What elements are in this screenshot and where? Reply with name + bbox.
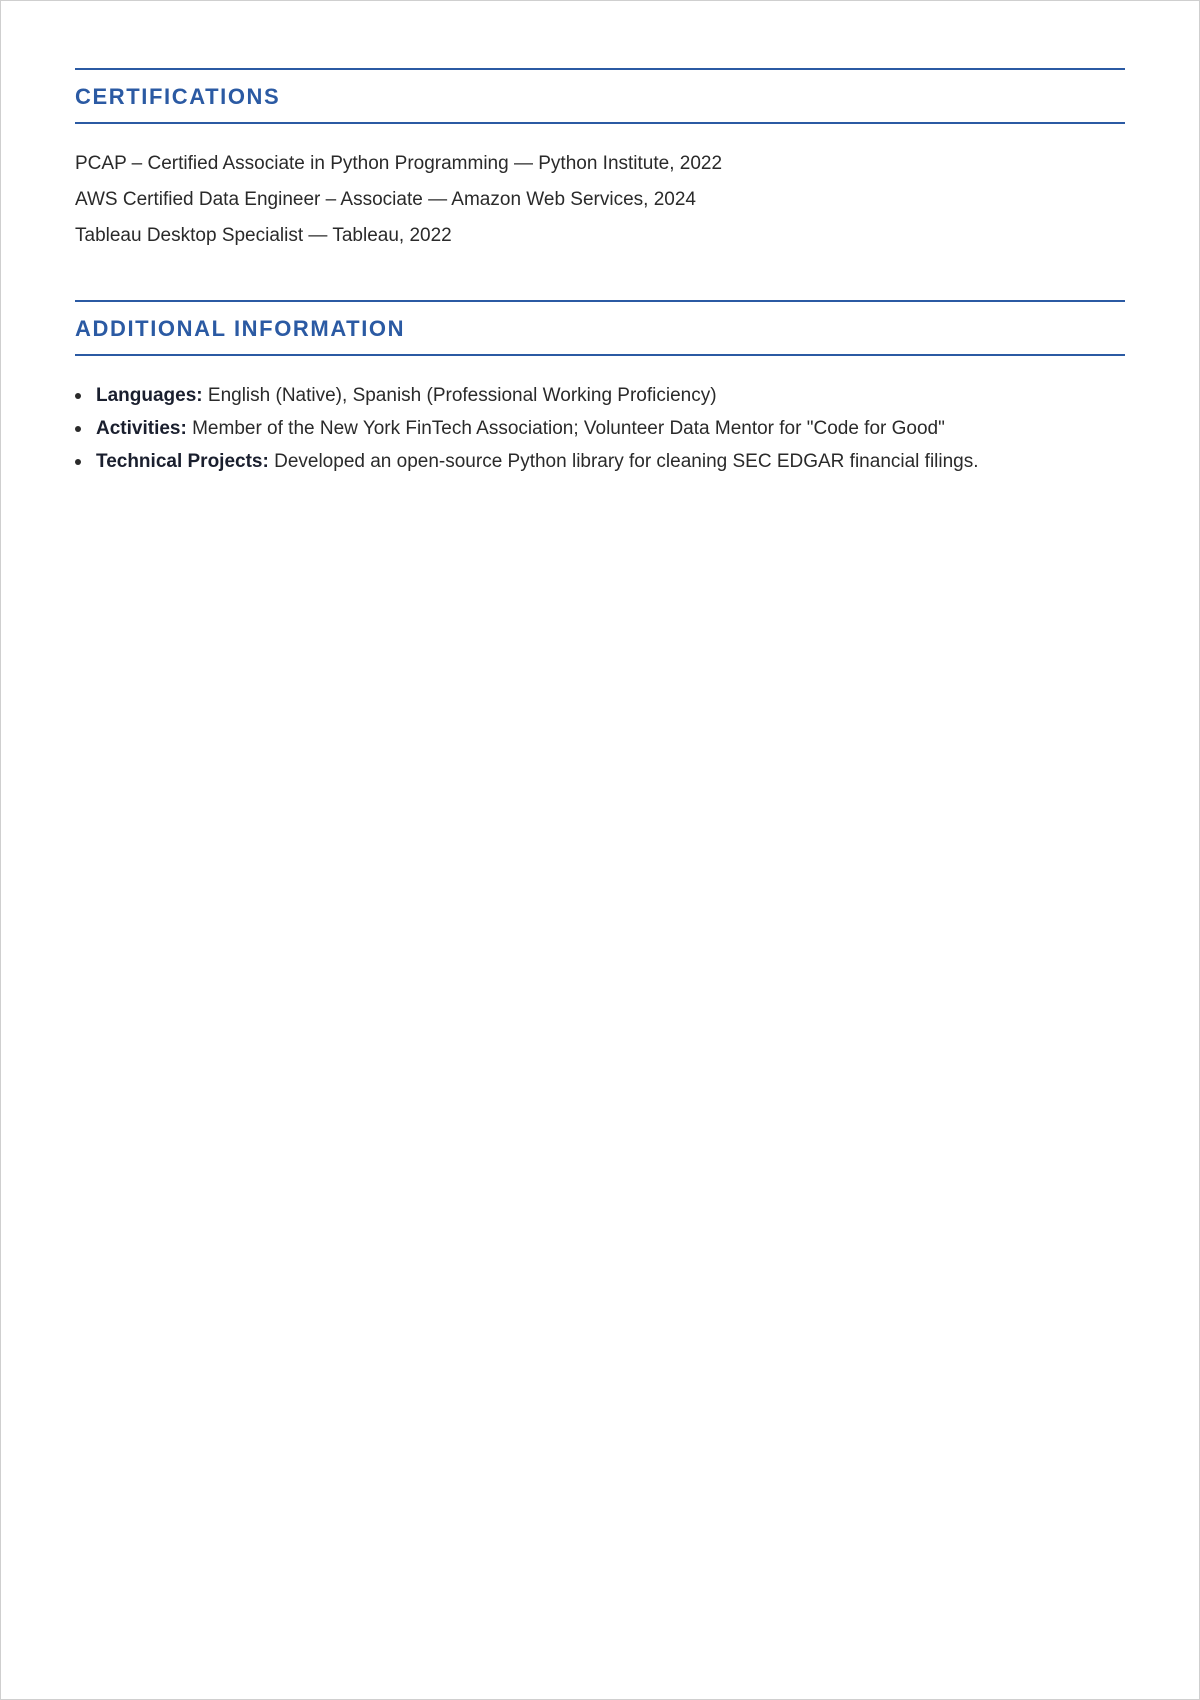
info-text: Member of the New York FinTech Association; Volunteer Data Mentor for "Code for Good": [186, 418, 945, 439]
additional-information-title: ADDITIONAL INFORMATION: [75, 316, 406, 341]
certification-item: PCAP – Certified Associate in Python Programming — Python Institute, 2022: [75, 153, 723, 174]
certifications-list: [75, 124, 1125, 254]
bullet-icon: [75, 459, 81, 465]
certification-item: Tableau Desktop Specialist — Tableau, 2022: [75, 225, 452, 246]
bullet-icon: [75, 426, 81, 432]
additional-information-header: [75, 300, 1125, 356]
bullet-icon: [75, 393, 81, 399]
certifications-section: [75, 68, 1125, 254]
page-content: [75, 68, 1125, 478]
additional-information-list: [75, 356, 1125, 478]
info-text: Developed an open-source Python library for cleaning SEC EDGAR financial filings.: [268, 451, 979, 472]
info-item-languages: [75, 379, 1125, 412]
certifications-title: CERTIFICATIONS: [75, 84, 281, 109]
info-item-technical-projects: [75, 445, 1125, 478]
certification-item: AWS Certified Data Engineer – Associate — Amazon Web Services, 2024: [75, 189, 696, 210]
info-label: Activities:: [96, 418, 187, 439]
additional-information-section: [75, 300, 1125, 478]
certifications-header: [75, 68, 1125, 124]
info-text: English (Native), Spanish (Professional Working Proficiency): [202, 385, 717, 406]
info-label: Technical Projects:: [96, 451, 269, 472]
info-label: Languages:: [96, 385, 203, 406]
info-item-activities: [75, 412, 1125, 445]
